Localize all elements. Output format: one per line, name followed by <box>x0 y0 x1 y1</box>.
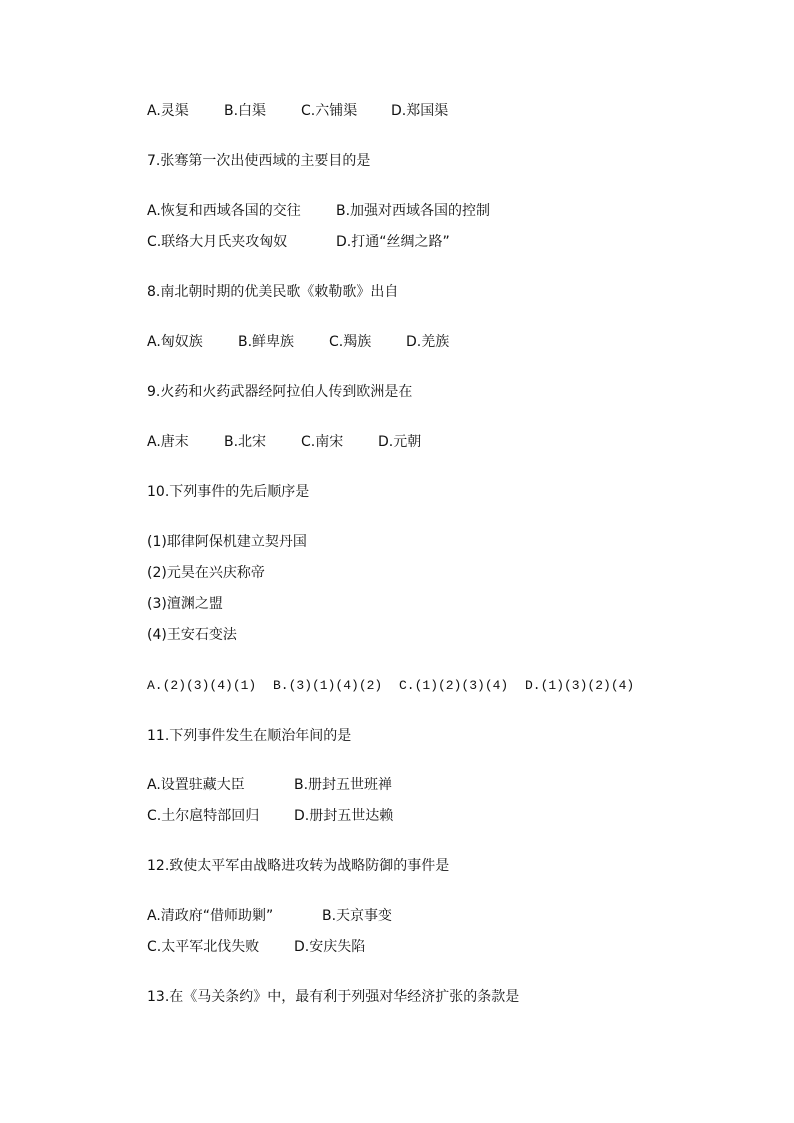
q10-option-c: C.(1)(2)(3)(4) <box>399 678 509 693</box>
q8-option-b: B.鲜卑族 <box>238 334 295 350</box>
q11-option-d: D.册封五世达赖 <box>294 808 394 824</box>
q12-option-a: A.清政府“借师助剿” <box>147 908 274 924</box>
q11-option-b: B.册封五世班禅 <box>294 777 393 793</box>
q7-option-b: B.加强对西域各国的控制 <box>336 203 491 219</box>
q9-stem: 9.火药和火药武器经阿拉伯人传到欧洲是在 <box>147 384 413 400</box>
q6-option-b: B.白渠 <box>224 103 267 119</box>
q9-option-b: B.北宋 <box>224 434 267 450</box>
q10-event-2: (2)元昊在兴庆称帝 <box>147 565 265 581</box>
q10-option-b: B.(3)(1)(4)(2) <box>273 678 383 693</box>
q10-event-3: (3)澶渊之盟 <box>147 596 223 612</box>
q9-option-a: A.唐末 <box>147 434 189 450</box>
q7-options-row2 <box>147 233 450 287</box>
q11-option-c: C.土尔扈特部回归 <box>147 808 260 824</box>
q9-option-d: D.元朝 <box>378 434 422 450</box>
q11-stem: 11.下列事件发生在顺治年间的是 <box>147 728 352 744</box>
q8-option-a: A.匈奴族 <box>147 334 203 350</box>
q6-option-a: A.灵渠 <box>147 103 189 119</box>
q11-options-row2 <box>147 807 394 861</box>
q12-option-d: D.安庆失陷 <box>294 939 366 955</box>
q6-option-c: C.六铺渠 <box>301 103 358 119</box>
q7-option-c: C.联络大月氏夹攻匈奴 <box>147 234 288 250</box>
q8-stem: 8.南北朝时期的优美民歌《敕勒歌》出自 <box>147 284 399 300</box>
q8-option-d: D.羌族 <box>406 334 450 350</box>
q9-option-c: C.南宋 <box>301 434 344 450</box>
q7-option-d: D.打通“丝绸之路” <box>336 234 450 250</box>
q10-event-1: (1)耶律阿保机建立契丹国 <box>147 534 307 550</box>
q12-stem: 12.致使太平军由战略进攻转为战略防御的事件是 <box>147 858 450 874</box>
q8-option-c: C.羯族 <box>329 334 372 350</box>
q7-option-a: A.恢复和西域各国的交往 <box>147 203 301 219</box>
q10-event-4: (4)王安石变法 <box>147 627 237 643</box>
q6-option-d: D.郑国渠 <box>391 103 449 119</box>
q12-option-c: C.太平军北伐失败 <box>147 939 260 955</box>
q10-option-a: A.(2)(3)(4)(1) <box>147 678 257 693</box>
q12-option-b: B.天京事变 <box>322 908 393 924</box>
q13-stem: 13.在《马关条约》中，最有利于列强对华经济扩张的条款是 <box>147 989 520 1005</box>
q12-options-row2 <box>147 938 366 992</box>
q7-stem: 7.张骞第一次出使西域的主要目的是 <box>147 153 371 169</box>
q11-option-a: A.设置驻藏大臣 <box>147 777 245 793</box>
q10-option-d: D.(1)(3)(2)(4) <box>525 678 635 693</box>
q10-stem: 10.下列事件的先后顺序是 <box>147 484 310 500</box>
